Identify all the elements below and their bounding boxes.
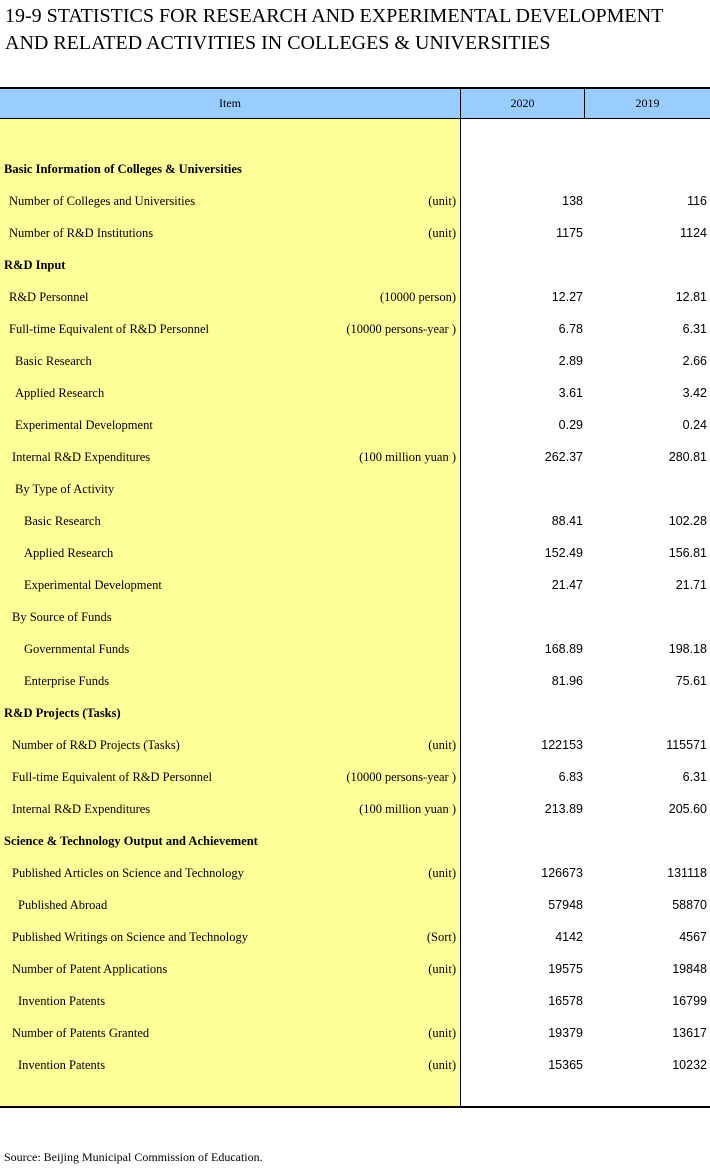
row-unit: (unit) <box>428 1026 456 1040</box>
table-row <box>0 1017 710 1049</box>
value-2019: 2.66 <box>682 354 707 368</box>
row-label: By Type of Activity <box>15 482 115 496</box>
table-row <box>0 537 710 569</box>
value-2020: 12.27 <box>551 290 583 304</box>
value-2020: 88.41 <box>551 514 583 528</box>
row-label: Number of Patents Granted <box>12 1026 150 1040</box>
value-2019: 3.42 <box>682 386 707 400</box>
value-2019: 16799 <box>672 994 707 1008</box>
table-row <box>0 665 710 697</box>
row-label: Applied Research <box>15 386 105 400</box>
table-row <box>0 1049 710 1081</box>
row-label: Published Articles on Science and Technology <box>12 866 244 880</box>
section-header-row <box>0 825 710 857</box>
row-unit: (100 million yuan ) <box>359 450 456 464</box>
row-label: Internal R&D Expenditures <box>12 450 151 464</box>
row-label: Full-time Equivalent of R&D Personnel <box>9 322 209 336</box>
value-2019: 205.60 <box>668 802 707 816</box>
row-unit: (unit) <box>428 738 456 752</box>
table-row <box>0 729 710 761</box>
row-label: Number of R&D Institutions <box>9 226 154 240</box>
row-label: Governmental Funds <box>24 642 130 656</box>
value-2019: 116 <box>687 194 707 208</box>
value-2020: 213.89 <box>544 802 583 816</box>
table-row <box>0 441 710 473</box>
table-row <box>0 409 710 441</box>
value-2020: 19379 <box>548 1026 583 1040</box>
row-label: Full-time Equivalent of R&D Personnel <box>12 770 212 784</box>
value-2020: 122153 <box>541 738 583 752</box>
row-unit: (unit) <box>428 866 456 880</box>
value-2020: 6.83 <box>558 770 583 784</box>
value-2019: 12.81 <box>675 290 707 304</box>
value-2019: 13617 <box>672 1026 707 1040</box>
table-row <box>0 569 710 601</box>
page-title <box>5 3 705 57</box>
value-2020: 0.29 <box>558 418 583 432</box>
row-unit: (10000 persons-year ) <box>346 322 456 336</box>
header-item: Item <box>0 89 461 118</box>
table-row <box>0 281 710 313</box>
value-2019: 6.31 <box>682 322 707 336</box>
value-2020: 126673 <box>541 866 583 880</box>
value-2020: 168.89 <box>544 642 583 656</box>
row-unit: (unit) <box>428 194 456 208</box>
table-row <box>0 505 710 537</box>
row-label: R&D Input <box>4 258 66 272</box>
value-2020: 16578 <box>548 994 583 1008</box>
value-2019: 0.24 <box>682 418 707 432</box>
title-line-2: AND RELATED ACTIVITIES IN COLLEGES & UNIVERSITIES <box>5 32 551 54</box>
row-label: Experimental Development <box>15 418 153 432</box>
row-unit: (unit) <box>428 1058 456 1072</box>
table-row <box>0 377 710 409</box>
table-row <box>0 185 710 217</box>
row-label: R&D Personnel <box>9 290 89 304</box>
table-row <box>0 345 710 377</box>
value-2020: 19575 <box>548 962 583 976</box>
value-2020: 3.61 <box>558 386 583 400</box>
value-2019: 156.81 <box>668 546 707 560</box>
row-unit: (Sort) <box>426 930 456 944</box>
value-2020: 152.49 <box>544 546 583 560</box>
value-2019: 19848 <box>672 962 707 976</box>
table-row <box>0 601 710 633</box>
table-body <box>0 153 710 1081</box>
table-row <box>0 633 710 665</box>
row-label: Published Writings on Science and Technology <box>12 930 248 944</box>
section-header-row <box>0 153 710 185</box>
row-label: Science & Technology Output and Achievement <box>4 834 258 848</box>
table-row <box>0 857 710 889</box>
table-row <box>0 473 710 505</box>
value-2019: 4567 <box>679 930 707 944</box>
value-2019: 198.18 <box>668 642 707 656</box>
value-2020: 57948 <box>548 898 583 912</box>
value-2019: 131118 <box>667 866 707 880</box>
table-row <box>0 793 710 825</box>
row-label: Invention Patents <box>18 994 106 1008</box>
row-label: Number of Colleges and Universities <box>9 194 196 208</box>
value-2019: 58870 <box>672 898 707 912</box>
value-2019: 115571 <box>666 738 707 752</box>
value-2020: 15365 <box>548 1058 583 1072</box>
value-2020: 21.47 <box>551 578 583 592</box>
value-2019: 280.81 <box>668 450 707 464</box>
table-row <box>0 761 710 793</box>
table-row <box>0 313 710 345</box>
row-label: Basic Information of Colleges & Universities <box>4 162 242 176</box>
row-label: Internal R&D Expenditures <box>12 802 151 816</box>
row-unit: (unit) <box>428 962 456 976</box>
table-row <box>0 921 710 953</box>
value-2019: 10232 <box>672 1058 707 1072</box>
row-unit: (10000 person) <box>379 290 456 304</box>
row-label: Number of R&D Projects (Tasks) <box>12 738 180 752</box>
title-line-1: 19-9 STATISTICS FOR RESEARCH AND EXPERIMENTAL DEVELOPMENT <box>5 5 664 27</box>
row-label: Number of Patent Applications <box>12 962 168 976</box>
source-note: Source: Beijing Municipal Commission of Education. <box>4 1150 263 1164</box>
table-row <box>0 889 710 921</box>
header-2019: 2019 <box>635 96 660 110</box>
row-label: Basic Research <box>15 354 92 368</box>
row-label: Enterprise Funds <box>24 674 110 688</box>
table-row <box>0 953 710 985</box>
value-2019: 1124 <box>680 226 707 240</box>
section-header-row <box>0 697 710 729</box>
table-row <box>0 985 710 1017</box>
row-label: Published Abroad <box>18 898 108 912</box>
header-2020: 2020 <box>461 89 585 118</box>
value-2020: 4142 <box>555 930 583 944</box>
row-label: Experimental Development <box>24 578 162 592</box>
row-unit: (unit) <box>428 226 456 240</box>
value-2020: 81.96 <box>551 674 583 688</box>
value-2019: 21.71 <box>675 578 707 592</box>
value-2020: 1175 <box>556 226 583 240</box>
row-unit: (100 million yuan ) <box>359 802 456 816</box>
value-2019: 102.28 <box>668 514 707 528</box>
row-label: Invention Patents <box>18 1058 106 1072</box>
row-label: R&D Projects (Tasks) <box>4 706 121 720</box>
table-header <box>0 89 710 119</box>
value-2020: 138 <box>562 194 583 208</box>
value-2019: 75.61 <box>675 674 707 688</box>
row-unit: (10000 persons-year ) <box>346 770 456 784</box>
value-2020: 2.89 <box>558 354 583 368</box>
statistics-table <box>0 87 710 1108</box>
value-2020: 262.37 <box>544 450 583 464</box>
value-2019: 6.31 <box>682 770 707 784</box>
table-row <box>0 217 710 249</box>
row-label: By Source of Funds <box>12 610 112 624</box>
section-header-row <box>0 249 710 281</box>
row-label: Applied Research <box>24 546 114 560</box>
row-label: Basic Research <box>24 514 101 528</box>
value-2020: 6.78 <box>558 322 583 336</box>
